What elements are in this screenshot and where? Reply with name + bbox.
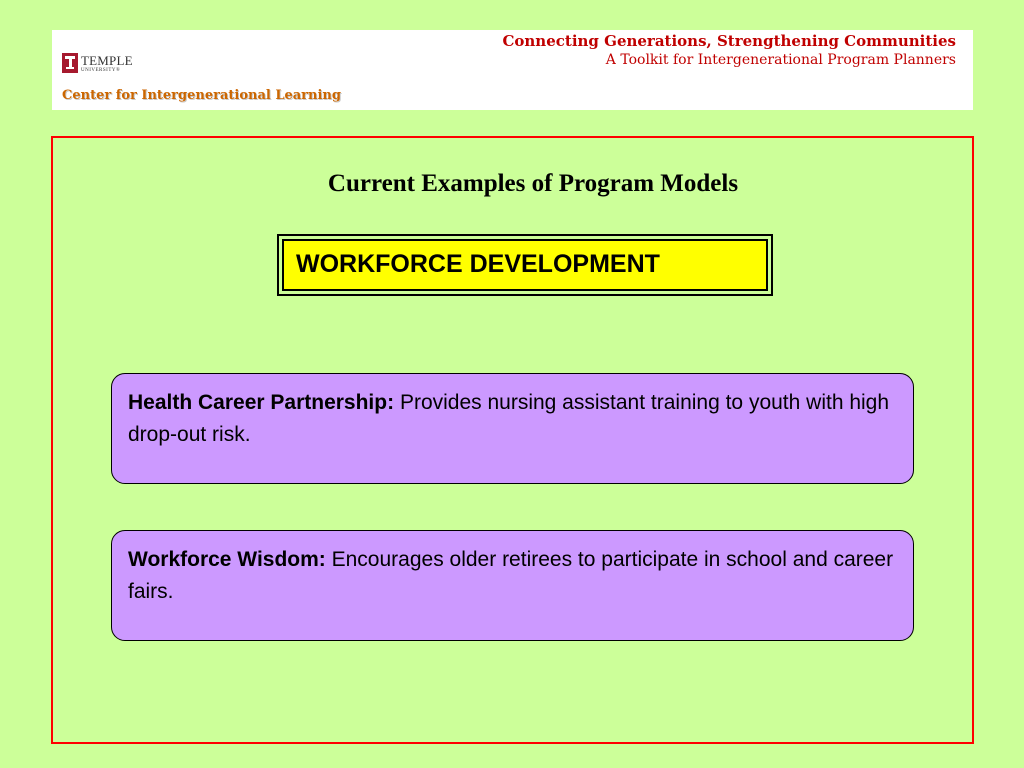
program-name: Workforce Wisdom:	[128, 548, 326, 571]
temple-logo	[62, 52, 133, 74]
header-banner	[52, 30, 973, 110]
program-description: Provides nursing assistant training to youth with high drop-out risk.	[128, 391, 890, 446]
center-name: Center for Intergenerational Learning	[62, 88, 341, 103]
program-card	[111, 530, 914, 641]
temple-t-icon	[62, 53, 78, 73]
logo-name: TEMPLE	[81, 52, 133, 68]
toolkit-title: Connecting Generations, Strengthening Communities	[502, 32, 956, 50]
program-card	[111, 373, 914, 484]
program-description: Encourages older retirees to participate in school and career fairs.	[128, 548, 894, 603]
logo-subtitle: UNIVERSITY®	[81, 67, 121, 73]
category-box	[277, 234, 773, 296]
toolkit-subtitle: A Toolkit for Intergenerational Program Planners	[605, 52, 956, 68]
category-label: WORKFORCE DEVELOPMENT	[282, 239, 768, 291]
program-name: Health Career Partnership:	[128, 391, 395, 414]
slide-title: Current Examples of Program Models	[327, 170, 739, 197]
